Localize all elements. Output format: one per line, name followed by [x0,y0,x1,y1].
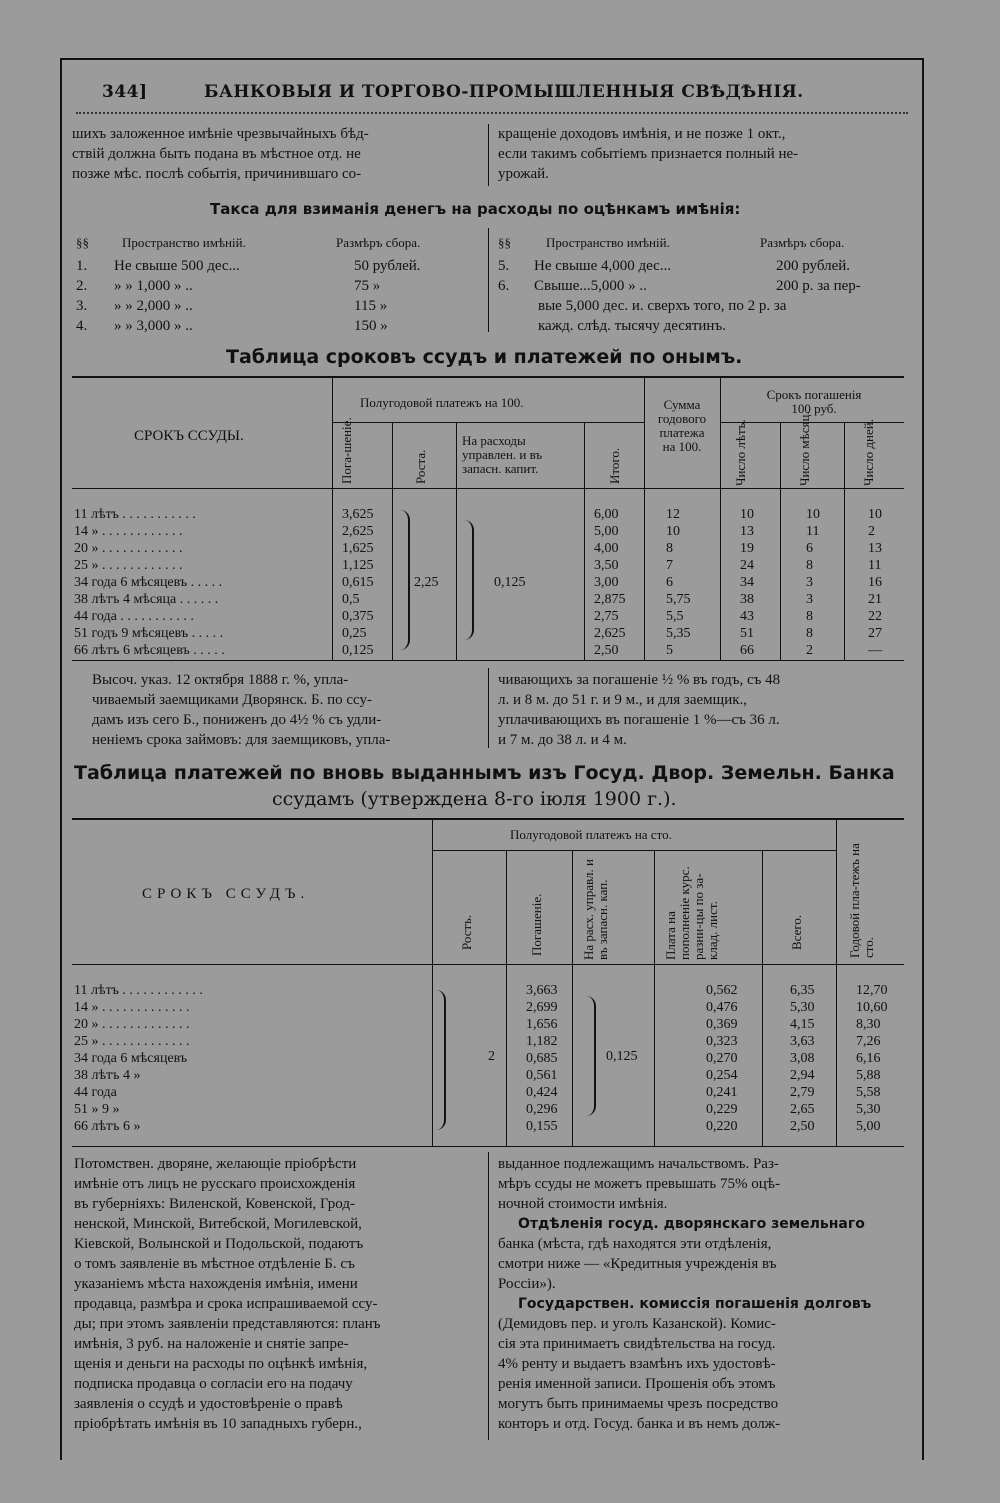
text-line: шихъ заложенное имѣніе чрезвычайныхъ бѣд- [72,126,369,142]
text-line: 100 руб. [791,401,837,416]
taksa-row-space: » » 1,000 » .. [114,278,193,294]
table1-summa: 5,75 [666,592,691,607]
table2-god: 5,00 [856,1119,881,1134]
taksa-row-num: 6. [498,278,510,294]
text-line: л. и 8 м. до 51 г. и 9 м., и для заемщик., [498,692,748,708]
rule [456,422,457,660]
taksa-head-space: Пространство имѣній. [546,235,670,250]
table1-let: 19 [740,541,754,556]
table1-dney: — [868,643,882,658]
header-divider [76,104,908,114]
table1-mes: 2 [806,643,813,658]
taksa-row-num: 1. [76,258,88,274]
table2-head-rost: Ростъ. [459,914,474,950]
table1-itogo: 2,625 [594,626,626,641]
table2-god: 5,30 [856,1102,881,1117]
table1-mes: 8 [806,558,813,573]
table2-pog: 0,561 [526,1068,558,1083]
page-number: 344] [102,82,148,102]
table1-mes: 11 [806,524,820,539]
rule [332,422,644,423]
table2-head-vsego: Всего. [789,914,804,950]
table1-term: 11 лѣтъ . . . . . . . . . . . [74,507,196,522]
table2-vsego: 2,94 [790,1068,815,1083]
taksa-heading: Такса для взиманія денегъ на расходы по оцѣнкамъ имѣнія: [210,200,741,218]
table1-summa: 5,35 [666,626,691,641]
text-line: уплачивающихъ въ погашеніе 1 %—съ 36 л. [498,712,780,728]
table1-itogo: 6,00 [594,507,619,522]
table2-pog: 0,424 [526,1085,558,1100]
taksa-row-space: Свыше...5,000 » .. [534,278,647,294]
text-line: щенія и деньги на расходы по оцѣнкѣ имѣнія, [74,1356,368,1372]
brace [434,990,446,1130]
table2-plata: 0,254 [706,1068,738,1083]
table2-vsego: 2,79 [790,1085,815,1100]
table1-itogo: 2,50 [594,643,619,658]
table2-head-rash: На расх. управл. и въ запасн. кап. [581,859,610,960]
table2-rost-value: 2 [488,1049,495,1064]
table2-plata: 0,229 [706,1102,738,1117]
taksa-head-fee: Размѣръ сбора. [760,235,845,250]
rule [432,820,433,1146]
table1-pog: 0,615 [342,575,374,590]
table2-vsego: 2,50 [790,1119,815,1134]
bottom-text-right [498,1154,908,1434]
text-line: годового [657,411,707,426]
rule [332,378,333,660]
table1-itogo: 2,875 [594,592,626,607]
taksa-head-sections: §§ [76,235,89,250]
table2-vsego: 6,35 [790,983,815,998]
text-line: могутъ быть принимаемы чрезъ посредство [498,1396,779,1412]
table1-itogo: 2,75 [594,609,619,624]
table2-rash-value: 0,125 [606,1049,638,1064]
table1-let: 38 [740,592,754,607]
text-line: ренія именной записи. Прошенія объ этомъ [498,1376,776,1392]
table1-let: 66 [740,643,754,658]
text-line: кращеніе доходовъ имѣнія, и не позже 1 окт., [498,126,786,142]
table1-summa: 6 [666,575,673,590]
text-line: заявленія о ссудѣ и удостовѣреніе о правѣ [74,1396,343,1412]
table2-head-rule [72,964,904,965]
text-line: если такимъ событіемъ признается полный не- [498,146,799,162]
table1-mes: 6 [806,541,813,556]
rule [432,850,836,851]
table2-god: 8,30 [856,1017,881,1032]
text-line: чивающихъ за погашеніе ½ % въ годъ, съ 48 [498,672,781,688]
table1-mes: 10 [806,507,820,522]
table1-pog: 0,25 [342,626,367,641]
table1-summa: 10 [666,524,680,539]
table1-dney: 13 [868,541,882,556]
taksa-head-sections: §§ [498,235,511,250]
text-line: урожай. [498,166,549,182]
taksa-cont-line: вые 5,000 дес. и. сверхъ того, по 2 р. за [538,298,787,314]
table1-head-half: Полугодовой платежъ на 100. [360,395,524,410]
table2-pog: 1,656 [526,1017,558,1032]
table1-head-rost: Роста. [413,449,428,484]
text-line: платежа [659,425,705,440]
table2-plata: 0,241 [706,1085,738,1100]
rule [392,422,393,660]
rule [780,422,781,660]
table2-god: 7,26 [856,1034,881,1049]
text-line: Потомствен. дворяне, желающіе пріобрѣсти [74,1156,357,1172]
table1-dney: 11 [868,558,882,573]
table1-pog: 1,625 [342,541,374,556]
page-title: БАНКОВЫЯ И ТОРГОВО-ПРОМЫШЛЕННЫЯ СВѢДѢНІЯ. [204,82,804,102]
text-line: дамъ изъ сего Б., пониженъ до 4½ % съ удли- [92,712,382,728]
table2-top-rule [72,818,904,820]
text-line: ды; при этомъ заявленіи представляются: планъ [74,1316,381,1332]
table1-summa: 5,5 [666,609,684,624]
table2-plata: 0,562 [706,983,738,998]
rule [506,850,507,1146]
text-line: на 100. [662,439,702,454]
table1-rost-value: 2,25 [414,575,439,590]
table2-pog: 3,663 [526,983,558,998]
text-line: имѣнія, 3 руб. на наложеніе и снятіе запре- [74,1336,349,1352]
brace [462,520,474,640]
text-line: банка (мѣста, гдѣ находятся эти отдѣленія, [498,1236,772,1252]
rule [762,850,763,1146]
column-divider [488,668,489,748]
text-line: въ губерніяхъ: Виленской, Ковенской, Грод- [74,1196,355,1212]
text-line: Сумма [663,397,701,412]
table1-dney: 16 [868,575,882,590]
table1-term: 66 лѣтъ 6 мѣсяцевъ . . . . . [74,643,225,658]
table1-let: 51 [740,626,754,641]
table1-head-srok [742,388,886,416]
table2-term: 51 » 9 » [74,1102,120,1117]
text-line: указаніемъ мѣста нахожденія имѣнія, имени [74,1276,358,1292]
table1-mes: 3 [806,592,813,607]
text-line: мѣръ ссуды не можетъ превышать 75% оцѣ- [498,1176,780,1192]
rule [836,820,837,1146]
text-line: На расходы [462,433,526,448]
table1-head-summa [648,398,716,454]
text-line: пріобрѣтать имѣнія въ 10 западныхъ губерн., [74,1416,362,1432]
table2-plata: 0,220 [706,1119,738,1134]
table1-head-term: СРОКЪ ССУДЫ. [134,428,244,444]
table1-pog: 0,375 [342,609,374,624]
taksa-row-fee: 200 р. за пер- [776,278,861,294]
table2-god: 10,60 [856,1000,888,1015]
table2-term: 34 года 6 мѣсяцевъ [74,1051,188,1066]
text-line: Высоч. указ. 12 октября 1888 г. %, упла- [92,672,349,688]
table1-summa: 12 [666,507,680,522]
table1-mes: 8 [806,609,813,624]
table1-term: 20 » . . . . . . . . . . . . [74,541,183,556]
table1-itogo: 5,00 [594,524,619,539]
table2-god: 6,16 [856,1051,881,1066]
column-divider [488,228,489,332]
text-line: Кіевской, Волынской и Подольской, подаютъ [74,1236,364,1252]
taksa-row-fee: 200 рублей. [776,258,851,274]
table1-let: 34 [740,575,754,590]
table1-pog: 0,125 [342,643,374,658]
taksa-row-fee: 115 » [354,298,388,314]
table2-plata: 0,270 [706,1051,738,1066]
table2-term: 20 » . . . . . . . . . . . . . [74,1017,190,1032]
table2-pog: 0,155 [526,1119,558,1134]
table1-head-mes: Число мѣсяц. [797,411,812,486]
taksa-head-fee: Размѣръ сбора. [336,235,421,250]
table2-term: 25 » . . . . . . . . . . . . . [74,1034,190,1049]
table1-top-rule [72,376,904,378]
table2-subtitle: ссудамъ (утверждена 8-го іюля 1900 г.). [272,788,677,810]
table1-itogo: 3,00 [594,575,619,590]
text-line: ствій должна быть подана въ мѣстное отд. не [72,146,361,162]
text-line: сія эта принимаетъ свидѣтельства на госуд. [498,1336,776,1352]
text-line: позже мѣс. послѣ событія, причинившаго со- [72,166,362,182]
taksa-row-num: 2. [76,278,88,294]
table1-term: 25 » . . . . . . . . . . . . [74,558,183,573]
text-line: Россіи»). [498,1276,556,1292]
table2-head-half: Полугодовой платежъ на сто. [510,827,672,842]
text-line: конторъ и отд. Госуд. банка и въ немъ долж- [498,1416,781,1432]
table2-term: 38 лѣтъ 4 » [74,1068,141,1083]
table2-vsego: 3,08 [790,1051,815,1066]
table2-vsego: 4,15 [790,1017,815,1032]
table1-term: 14 » . . . . . . . . . . . . [74,524,183,539]
table2-plata: 0,476 [706,1000,738,1015]
text-line: продавца, размѣра и срока испрашиваемой ссу- [74,1296,378,1312]
table1-let: 10 [740,507,754,522]
table1-head-rash [462,434,542,476]
table2-title: Таблица платежей по вновь выданнымъ изъ Госуд. Двор. Земельн. Банка [74,762,895,784]
brace [398,510,410,650]
text-line: и 7 м. до 38 л. и 4 м. [498,732,627,748]
table2-plata: 0,369 [706,1017,738,1032]
table1-summa: 8 [666,541,673,556]
table1-dney: 21 [868,592,882,607]
table2-bottom-rule [72,1146,904,1147]
intro-right [498,124,908,184]
table1-let: 43 [740,609,754,624]
taksa-row-num: 5. [498,258,510,274]
table2-god: 5,58 [856,1085,881,1100]
column-divider [488,124,489,186]
table2-god: 5,88 [856,1068,881,1083]
taksa-row-space: Не свыше 500 дес... [114,258,240,274]
taksa-cont-line: кажд. слѣд. тысячу десятинъ. [538,318,726,334]
table2-pog: 2,699 [526,1000,558,1015]
intro-left [72,124,482,184]
table1-mes: 3 [806,575,813,590]
table2-vsego: 2,65 [790,1102,815,1117]
text-line: выданное подлежащимъ начальствомъ. Раз- [498,1156,779,1172]
table1-head-itogo: Итого. [607,447,622,484]
table1-let: 24 [740,558,754,573]
text-line: запасн. капит. [462,461,539,476]
table1-term: 51 годъ 9 мѣсяцевъ . . . . . [74,626,224,641]
taksa-row-space: » » 3,000 » .. [114,318,193,334]
text-line: подписка продавца о согласіи его на подачу [74,1376,353,1392]
table1-pog: 0,5 [342,592,360,607]
table1-head-let: Число лѣтъ. [733,419,748,486]
column-divider [488,1152,489,1440]
taksa-row-fee: 50 рублей. [354,258,421,274]
table2-pog: 0,296 [526,1102,558,1117]
rule [654,850,655,1146]
table1-dney: 27 [868,626,882,641]
text-line: управлен. и въ [462,447,543,462]
table1-itogo: 4,00 [594,541,619,556]
rule [720,378,721,660]
komissiya-heading: Государствен. комиссія погашенія долговъ [518,1296,872,1312]
table2-vsego: 5,30 [790,1000,815,1015]
rule [572,850,573,1146]
table1-let: 13 [740,524,754,539]
table1-rash-value: 0,125 [494,575,526,590]
table1-dney: 2 [868,524,875,539]
taksa-row-num: 4. [76,318,88,334]
table1-pog: 3,625 [342,507,374,522]
text-line: (Демидовъ пер. и уголъ Казанской). Комис- [498,1316,776,1332]
text-line: смотри ниже — «Кредитныя учрежденія въ [498,1256,777,1272]
table1-term: 38 лѣтъ 4 мѣсяца . . . . . . [74,592,219,607]
table1-head-dney: Число дней. [861,419,876,486]
text-line: 4% ренту и выдаетъ взамѣнъ ихъ удостовѣ- [498,1356,776,1372]
table2-term: 66 лѣтъ 6 » [74,1119,141,1134]
taksa-head-space: Пространство имѣній. [122,235,246,250]
text-line: имѣніе отъ лицъ не русскаго происхожденія [74,1176,356,1192]
text-line: о томъ заявленіе въ мѣстное отдѣленіе Б. съ [74,1256,355,1272]
table2-head-term: СРОКЪ ССУДЪ. [142,886,310,902]
table2-head-god: Годовой пла-тежъ на сто. [847,843,876,958]
text-line: ненской, Минской, Витебской, Могилевской, [74,1216,362,1232]
rule [584,422,585,660]
table2-head-pog: Погашеніе. [529,893,544,956]
table1-dney: 10 [868,507,882,522]
taksa-row-fee: 150 » [354,318,388,334]
text-line: чиваемый заемщиками Дворянск. Б. по ссу- [92,692,373,708]
table1-pog: 1,125 [342,558,374,573]
table2-pog: 0,685 [526,1051,558,1066]
table1-term: 44 года . . . . . . . . . . . [74,609,194,624]
table1-itogo: 3,50 [594,558,619,573]
table1-title: Таблица сроковъ ссудъ и платежей по онымъ. [226,346,743,368]
taksa-row-space: » » 2,000 » .. [114,298,193,314]
taksa-row-space: Не свыше 4,000 дес... [534,258,672,274]
brace [584,996,596,1116]
taksa-row-num: 3. [76,298,88,314]
table1-term: 34 года 6 мѣсяцевъ . . . . . [74,575,223,590]
text-line: ночной стоимости имѣнія. [498,1196,668,1212]
rule [644,378,645,660]
table1-bottom-rule [72,660,904,661]
text-line: Срокъ погашенія [766,387,862,402]
table1-pog: 2,625 [342,524,374,539]
otdeleniya-heading: Отдѣленія госуд. дворянскаго земельнаго [518,1216,865,1232]
rule [844,422,845,660]
text-line: неніемъ срока займовъ: для заемщиковъ, упла- [92,732,391,748]
table1-dney: 22 [868,609,882,624]
table2-term: 11 лѣтъ . . . . . . . . . . . . [74,983,203,998]
table2-head-plata: Плата на пополненіе курс. разни-цы по за-клад. лист. [663,866,720,960]
table2-god: 12,70 [856,983,888,998]
table2-pog: 1,182 [526,1034,558,1049]
table2-term: 14 » . . . . . . . . . . . . . [74,1000,190,1015]
table1-summa: 5 [666,643,673,658]
table2-vsego: 3,63 [790,1034,815,1049]
table1-summa: 7 [666,558,673,573]
table2-plata: 0,323 [706,1034,738,1049]
table1-head-pog: Пога-шеніе. [339,417,354,484]
table2-term: 44 года [74,1085,117,1100]
taksa-row-fee: 75 » [354,278,381,294]
table1-mes: 8 [806,626,813,641]
